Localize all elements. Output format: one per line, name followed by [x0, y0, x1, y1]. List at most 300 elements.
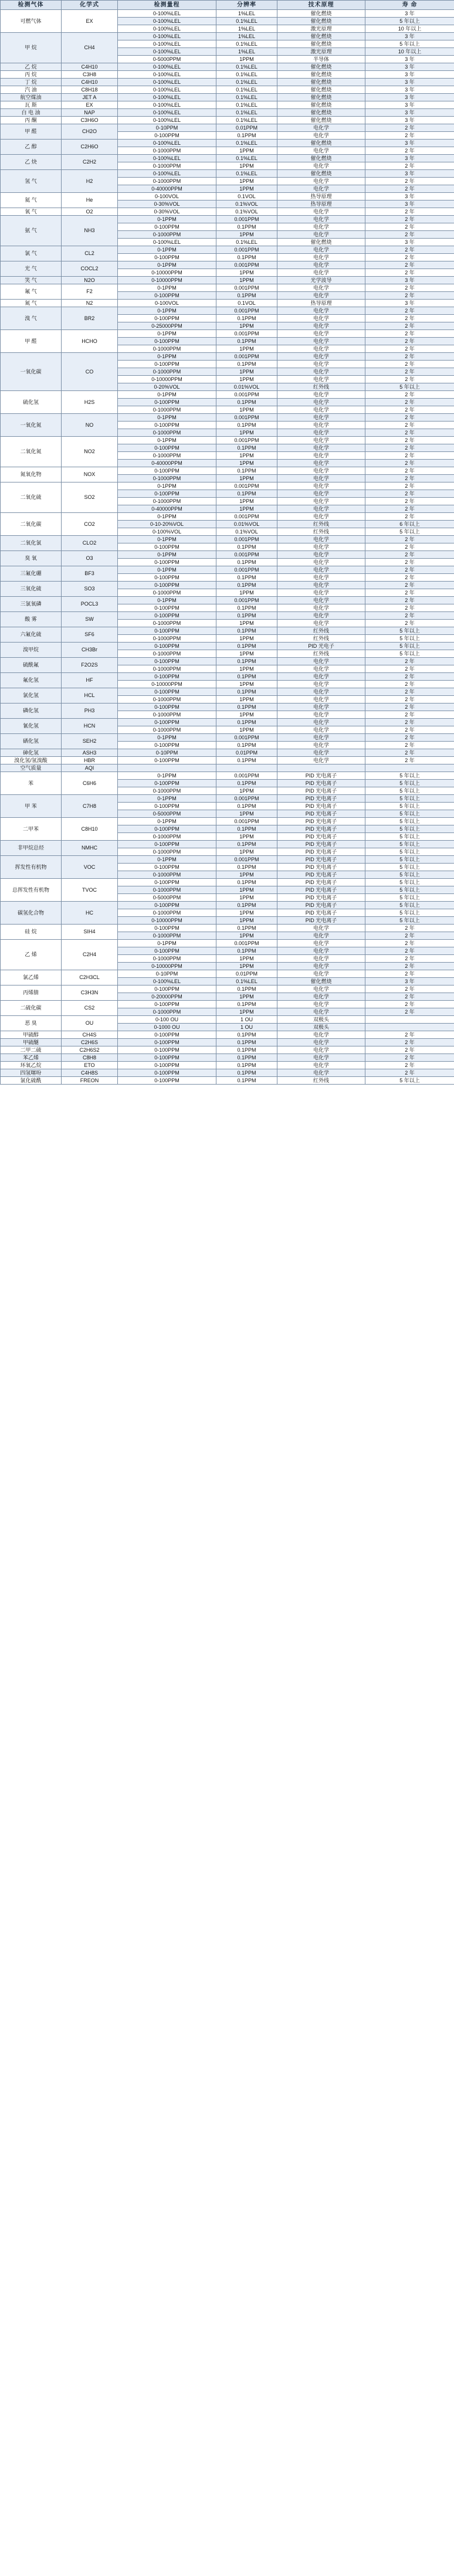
cell-formula: C2H6O [62, 140, 118, 155]
cell-gas-name: 环氧乙烷 [1, 1062, 62, 1069]
cell-range: 0-1PPM [118, 513, 216, 521]
table-row [1, 86, 454, 94]
cell-life: 5 年以上 [365, 879, 454, 886]
cell-range: 0-40000PPM [118, 185, 216, 193]
table-row [1, 216, 454, 223]
cell-resolution: 1PPM [216, 368, 277, 376]
cell-life: 3 年 [365, 71, 454, 79]
table-row [1, 193, 454, 200]
cell-range: 0-100PPM [118, 559, 216, 566]
cell-life: 2 年 [365, 414, 454, 422]
cell-technology: 电化学 [277, 757, 365, 764]
cell-range: 0-1PPM [118, 307, 216, 315]
cell-range: 0-100%LEL [118, 71, 216, 79]
cell-resolution: 1PPM [216, 635, 277, 643]
cell-gas-name: 硫化氢 [1, 391, 62, 414]
table-row [1, 627, 454, 635]
cell-technology: 电化学 [277, 216, 365, 223]
cell-technology: 电化学 [277, 566, 365, 574]
cell-resolution: 0.1%VOL [216, 200, 277, 208]
cell-resolution: 1PPM [216, 932, 277, 940]
cell-resolution: 0.1%LEL [216, 239, 277, 246]
cell-range: 0-100PPM [118, 1001, 216, 1008]
cell-life: 2 年 [365, 223, 454, 231]
cell-gas-name: 溴甲烷 [1, 643, 62, 658]
table-row [1, 970, 454, 978]
cell-technology: PID 光电离子 [277, 879, 365, 886]
table-row [1, 109, 454, 117]
cell-gas-name: 苯乙烯 [1, 1054, 62, 1062]
table-row [1, 63, 454, 71]
cell-range: 0-1000PPM [118, 620, 216, 627]
cell-range: 0-1PPM [118, 940, 216, 947]
cell-life: 3 年 [365, 63, 454, 71]
cell-technology: 电化学 [277, 559, 365, 566]
cell-range: 0-1000PPM [118, 833, 216, 841]
cell-technology: 电化学 [277, 681, 365, 688]
cell-formula: HCL [62, 688, 118, 704]
cell-range: 0-1000PPM [118, 909, 216, 917]
cell-formula: C4H10 [62, 79, 118, 86]
cell-technology: 电化学 [277, 932, 365, 940]
cell-range: 0-100PPM [118, 582, 216, 589]
table-row [1, 734, 454, 742]
cell-range: 0-100PPM [118, 673, 216, 681]
cell-resolution: 0.001PPM [216, 566, 277, 574]
cell-technology: PID 光电离子 [277, 780, 365, 787]
cell-formula: CL2 [62, 246, 118, 261]
cell-resolution: 0.001PPM [216, 353, 277, 361]
cell-range: 0-1000PPM [118, 932, 216, 940]
cell-resolution: 1PPM [216, 886, 277, 894]
cell-formula: FREON [62, 1077, 118, 1085]
table-row [1, 330, 454, 338]
cell-formula: EX [62, 10, 118, 33]
cell-life: 3 年 [365, 117, 454, 124]
cell-resolution: 0.1PPM [216, 254, 277, 261]
cell-range: 0-100PPM [118, 757, 216, 764]
cell-resolution: 1PPM [216, 993, 277, 1001]
cell-formula: NMHC [62, 841, 118, 856]
cell-technology: 电化学 [277, 223, 365, 231]
table-row [1, 879, 454, 886]
cell-life: 3 年 [365, 94, 454, 101]
cell-range: 0-100PPM [118, 338, 216, 345]
cell-technology: 电化学 [277, 719, 365, 726]
cell-range: 0-100VOL [118, 193, 216, 200]
cell-gas-name: 氮氧化物 [1, 467, 62, 482]
cell-resolution: 0.1VOL [216, 193, 277, 200]
cell-gas-name: 笑 气 [1, 277, 62, 284]
cell-range: 0-100PPM [118, 841, 216, 848]
cell-resolution: 0.1PPM [216, 604, 277, 612]
cell-gas-name: 丙烯腈 [1, 985, 62, 1001]
cell-technology: 催化燃烧 [277, 101, 365, 109]
cell-resolution: 0.1%LEL [216, 86, 277, 94]
cell-technology: 电化学 [277, 307, 365, 315]
cell-resolution: 0.001PPM [216, 536, 277, 543]
cell-resolution: 0.001PPM [216, 940, 277, 947]
cell-resolution: 0.1%LEL [216, 155, 277, 162]
cell-resolution: 0.1PPM [216, 1077, 277, 1085]
cell-life: 5 年以上 [365, 528, 454, 536]
cell-resolution: 0.001PPM [216, 795, 277, 803]
table-row [1, 140, 454, 147]
cell-gas-name: 挥发性有机物 [1, 856, 62, 879]
cell-life: 2 年 [365, 559, 454, 566]
cell-resolution: 0.1%LEL [216, 40, 277, 48]
cell-life: 2 年 [365, 620, 454, 627]
cell-resolution: 0.001PPM [216, 330, 277, 338]
table-row [1, 749, 454, 757]
cell-range: 0-1000PPM [118, 650, 216, 658]
cell-life: 2 年 [365, 536, 454, 543]
cell-life: 3 年 [365, 140, 454, 147]
cell-range: 0-10000PPM [118, 376, 216, 383]
cell-resolution: 0.1PPM [216, 543, 277, 551]
cell-range: 0-1PPM [118, 353, 216, 361]
cell-life: 2 年 [365, 658, 454, 665]
cell-range: 0-100%VOL [118, 528, 216, 536]
cell-life: 5 年以上 [365, 909, 454, 917]
cell-range: 0-40000PPM [118, 460, 216, 467]
cell-life: 2 年 [365, 178, 454, 185]
cell-resolution: 1PPM [216, 963, 277, 970]
cell-resolution: 0.001PPM [216, 284, 277, 292]
cell-technology: 电化学 [277, 162, 365, 170]
cell-resolution: 0.001PPM [216, 261, 277, 269]
table-row [1, 155, 454, 162]
cell-life [365, 764, 454, 772]
cell-formula: VOC [62, 856, 118, 879]
table-row [1, 536, 454, 543]
cell-gas-name: 瓦 斯 [1, 101, 62, 109]
cell-life: 2 年 [365, 1069, 454, 1077]
cell-formula: C6H6 [62, 772, 118, 795]
cell-formula: C2H4 [62, 940, 118, 970]
cell-gas-name: 甲 苯 [1, 795, 62, 818]
cell-technology: 电化学 [277, 452, 365, 460]
cell-technology: 催化燃烧 [277, 140, 365, 147]
cell-resolution: 0.01PPM [216, 970, 277, 978]
cell-technology: 电化学 [277, 444, 365, 452]
cell-resolution: 1PPM [216, 589, 277, 597]
cell-life: 2 年 [365, 566, 454, 574]
cell-technology: 激光原理 [277, 25, 365, 33]
cell-resolution: 0.1PPM [216, 338, 277, 345]
cell-formula: HBR [62, 757, 118, 764]
cell-range: 0-1000PPM [118, 635, 216, 643]
cell-resolution: 0.1VOL [216, 300, 277, 307]
cell-range: 0-100PPM [118, 1031, 216, 1039]
cell-life: 2 年 [365, 1054, 454, 1062]
cell-formula: H2S [62, 391, 118, 414]
cell-range: 0-100PPM [118, 688, 216, 696]
cell-range: 0-100PPM [118, 543, 216, 551]
cell-technology: 电化学 [277, 711, 365, 719]
cell-life: 2 年 [365, 726, 454, 734]
cell-formula: NO [62, 414, 118, 437]
cell-technology: PID 光电离子 [277, 909, 365, 917]
cell-technology: PID 光电离子 [277, 803, 365, 810]
cell-technology: 催化燃烧 [277, 63, 365, 71]
cell-life: 2 年 [365, 711, 454, 719]
cell-gas-name: 氧 气 [1, 208, 62, 216]
cell-gas-name: 可燃气体 [1, 10, 62, 33]
cell-technology: 催化燃烧 [277, 155, 365, 162]
cell-resolution: 1PPM [216, 620, 277, 627]
cell-technology: 电化学 [277, 742, 365, 749]
cell-formula: C7H8 [62, 795, 118, 818]
cell-technology: 催化燃烧 [277, 18, 365, 25]
cell-resolution: 0.1PPM [216, 947, 277, 955]
cell-range: 0-100%LEL [118, 79, 216, 86]
cell-gas-name: 氦 气 [1, 193, 62, 208]
cell-resolution: 0.001PPM [216, 513, 277, 521]
cell-formula: HCN [62, 719, 118, 734]
cell-range: 0-100PPM [118, 643, 216, 650]
cell-technology: 激光原理 [277, 48, 365, 56]
table-header [1, 1, 454, 10]
cell-gas-name: 丙 烷 [1, 71, 62, 79]
cell-resolution: 0.1%LEL [216, 79, 277, 86]
cell-gas-name: 三氧化硫 [1, 582, 62, 597]
cell-life: 3 年 [365, 277, 454, 284]
cell-range: 0-100%LEL [118, 33, 216, 40]
cell-resolution: 1PPM [216, 452, 277, 460]
table-row [1, 1077, 454, 1085]
col-header-range: 检测量程 [118, 1, 216, 10]
cell-technology: 电化学 [277, 665, 365, 673]
cell-formula: SEH2 [62, 734, 118, 749]
cell-formula: CH4 [62, 33, 118, 63]
cell-formula: NAP [62, 109, 118, 117]
table-row [1, 658, 454, 665]
cell-resolution: 1PPM [216, 376, 277, 383]
cell-formula: NH3 [62, 216, 118, 246]
table-row [1, 1062, 454, 1069]
cell-technology: 电化学 [277, 673, 365, 681]
cell-life: 2 年 [365, 1046, 454, 1054]
cell-life: 2 年 [365, 1001, 454, 1008]
cell-range: 0-1000PPM [118, 429, 216, 437]
cell-technology: 催化燃烧 [277, 109, 365, 117]
cell-range: 0-1000PPM [118, 1008, 216, 1016]
cell-technology: 电化学 [277, 1001, 365, 1008]
cell-life: 2 年 [365, 429, 454, 437]
cell-technology: 电化学 [277, 178, 365, 185]
cell-life: 2 年 [365, 589, 454, 597]
table-row [1, 414, 454, 422]
cell-resolution: 1PPM [216, 917, 277, 925]
table-row [1, 1001, 454, 1008]
cell-resolution: 0.1PPM [216, 688, 277, 696]
cell-life: 2 年 [365, 1031, 454, 1039]
cell-range: 0-100PPM [118, 742, 216, 749]
cell-range: 0-100%LEL [118, 109, 216, 117]
cell-technology: 催化燃烧 [277, 978, 365, 985]
cell-range: 0-100PPM [118, 490, 216, 498]
cell-technology: 电化学 [277, 361, 365, 368]
table-row [1, 101, 454, 109]
cell-technology: 电化学 [277, 429, 365, 437]
cell-technology: 电化学 [277, 254, 365, 261]
cell-technology: 红外线 [277, 383, 365, 391]
cell-range: 0-100%LEL [118, 18, 216, 25]
cell-technology: 催化燃烧 [277, 117, 365, 124]
table-row [1, 1016, 454, 1024]
cell-range: 0-100PPM [118, 704, 216, 711]
cell-resolution: 0.1PPM [216, 361, 277, 368]
cell-range: 0-1000PPM [118, 955, 216, 963]
cell-life: 2 年 [365, 452, 454, 460]
cell-life: 3 年 [365, 56, 454, 63]
cell-range: 0-1PPM [118, 536, 216, 543]
cell-resolution: 0.1PPM [216, 719, 277, 726]
cell-gas-name: 硅 烷 [1, 925, 62, 940]
cell-resolution: 0.01%VOL [216, 521, 277, 528]
cell-range: 0-100%LEL [118, 239, 216, 246]
cell-technology: 电化学 [277, 475, 365, 482]
cell-life: 5 年以上 [365, 1077, 454, 1085]
cell-formula: HC [62, 902, 118, 925]
cell-technology: PID 光电离子 [277, 848, 365, 856]
cell-technology: 电化学 [277, 353, 365, 361]
cell-life: 2 年 [365, 696, 454, 704]
cell-resolution: 1PPM [216, 650, 277, 658]
cell-life: 5 年以上 [365, 383, 454, 391]
cell-life: 5 年以上 [365, 833, 454, 841]
cell-life: 2 年 [365, 993, 454, 1001]
cell-technology: 电化学 [277, 925, 365, 932]
cell-resolution: 0.1PPM [216, 757, 277, 764]
cell-range: 0-1000PPM [118, 147, 216, 155]
cell-range: 0-30%VOL [118, 208, 216, 216]
cell-resolution: 1PPM [216, 696, 277, 704]
cell-range: 0-100PPM [118, 925, 216, 932]
cell-formula: COCL2 [62, 261, 118, 277]
table-row [1, 925, 454, 932]
cell-life: 3 年 [365, 978, 454, 985]
cell-technology: 电化学 [277, 147, 365, 155]
cell-range: 0-100PPM [118, 315, 216, 322]
cell-resolution: 0.1PPM [216, 1031, 277, 1039]
cell-life: 3 年 [365, 86, 454, 94]
cell-range: 0-100PPM [118, 825, 216, 833]
cell-formula: N2O [62, 277, 118, 284]
cell-life: 5 年以上 [365, 818, 454, 825]
cell-formula: C3H8 [62, 71, 118, 79]
cell-gas-name: 一氧化氮 [1, 414, 62, 437]
cell-formula: N2 [62, 300, 118, 307]
cell-resolution: 1PPM [216, 185, 277, 193]
cell-life: 2 年 [365, 376, 454, 383]
table-row [1, 566, 454, 574]
cell-range: 0-100PPM [118, 1077, 216, 1085]
cell-formula: H2 [62, 170, 118, 193]
cell-life: 2 年 [365, 315, 454, 322]
cell-range: 0-100 OU [118, 1016, 216, 1024]
cell-formula: JET A [62, 94, 118, 101]
cell-technology: PID 光电离子 [277, 810, 365, 818]
cell-resolution: 0.1PPM [216, 1062, 277, 1069]
cell-range: 0-100%LEL [118, 25, 216, 33]
cell-resolution: 1PPM [216, 665, 277, 673]
cell-gas-name: 白 电 油 [1, 109, 62, 117]
cell-gas-name: 乙 醇 [1, 140, 62, 155]
cell-technology: PID 光电离子 [277, 841, 365, 848]
cell-range: 0-100%LEL [118, 40, 216, 48]
cell-gas-name: 硫酰氟 [1, 658, 62, 673]
cell-technology: 电化学 [277, 734, 365, 742]
cell-life: 2 年 [365, 932, 454, 940]
cell-resolution: 1PPM [216, 848, 277, 856]
cell-technology: PID 光电子 [277, 643, 365, 650]
cell-technology: 电化学 [277, 963, 365, 970]
cell-formula: O3 [62, 551, 118, 566]
table-row [1, 391, 454, 399]
cell-technology: PID 光电离子 [277, 772, 365, 780]
cell-life: 3 年 [365, 33, 454, 40]
cell-resolution: 0.001PPM [216, 818, 277, 825]
cell-formula: NOX [62, 467, 118, 482]
cell-resolution: 0.001PPM [216, 391, 277, 399]
cell-formula: ETO [62, 1062, 118, 1069]
cell-range: 0-1PPM [118, 330, 216, 338]
cell-formula: CH2O [62, 124, 118, 140]
cell-resolution [216, 764, 277, 772]
cell-technology: 电化学 [277, 1031, 365, 1039]
cell-gas-name: 氟 气 [1, 284, 62, 300]
cell-range: 0-10000PPM [118, 917, 216, 925]
cell-life: 2 年 [365, 132, 454, 140]
cell-formula: SF6 [62, 627, 118, 643]
cell-resolution: 0.1PPM [216, 803, 277, 810]
cell-resolution: 0.1%LEL [216, 63, 277, 71]
cell-technology: 电化学 [277, 338, 365, 345]
cell-formula: C2H2 [62, 155, 118, 170]
cell-resolution: 0.1PPM [216, 841, 277, 848]
cell-resolution: 1PPM [216, 1008, 277, 1016]
cell-life: 2 年 [365, 734, 454, 742]
table-row [1, 307, 454, 315]
cell-gas-name: 甲硫醚 [1, 1039, 62, 1046]
cell-technology: 电化学 [277, 970, 365, 978]
cell-technology: 电化学 [277, 246, 365, 254]
cell-range: 0-100PPM [118, 399, 216, 406]
cell-life: 2 年 [365, 757, 454, 764]
cell-life: 5 年以上 [365, 635, 454, 643]
cell-life: 2 年 [365, 688, 454, 696]
cell-formula: F2 [62, 284, 118, 300]
cell-resolution: 0.1PPM [216, 825, 277, 833]
cell-range: 0-10PPM [118, 124, 216, 132]
cell-resolution: 0.001PPM [216, 856, 277, 864]
cell-technology: 催化燃烧 [277, 94, 365, 101]
cell-life: 2 年 [365, 292, 454, 300]
cell-technology: 电化学 [277, 1008, 365, 1016]
cell-life: 2 年 [365, 399, 454, 406]
cell-formula: C4H8S [62, 1069, 118, 1077]
cell-resolution: 0.1PPM [216, 879, 277, 886]
cell-life: 2 年 [365, 970, 454, 978]
cell-life: 2 年 [365, 284, 454, 292]
cell-life: 3 年 [365, 193, 454, 200]
cell-formula: O2 [62, 208, 118, 216]
cell-life: 2 年 [365, 985, 454, 993]
cell-resolution: 0.001PPM [216, 414, 277, 422]
table-row [1, 208, 454, 216]
